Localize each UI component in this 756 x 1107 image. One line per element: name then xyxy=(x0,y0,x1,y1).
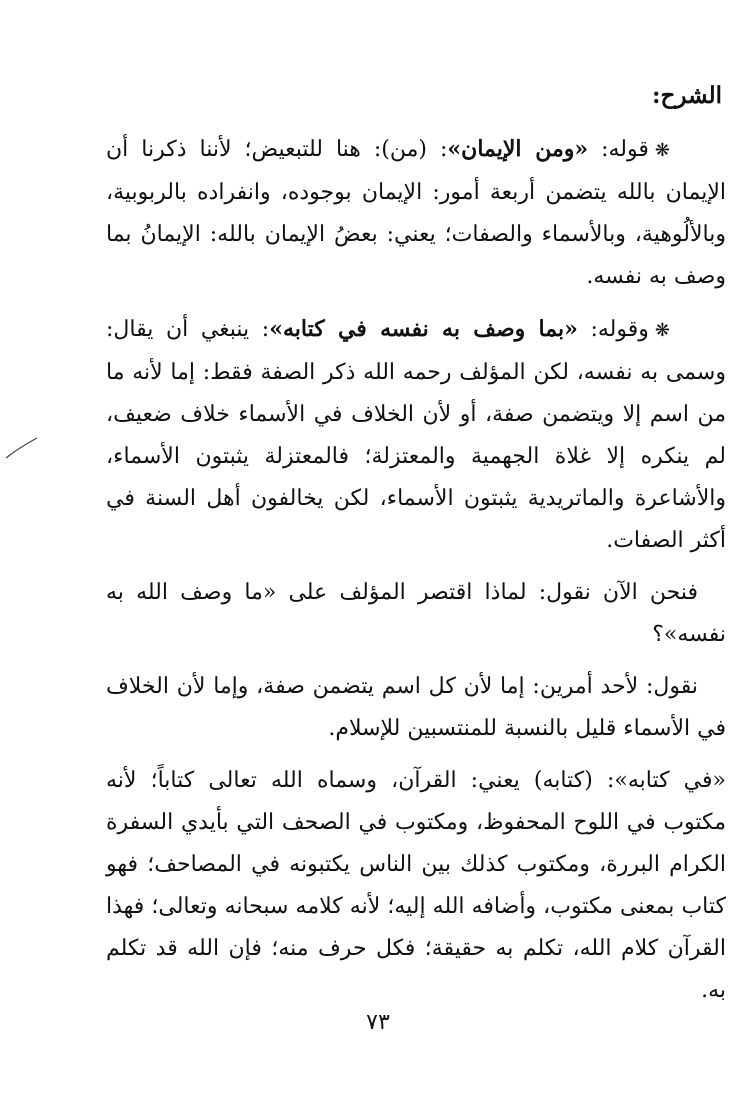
page-number: ٧٣ xyxy=(366,1010,390,1035)
paragraph-2-quote: «بما وصف به نفسه في كتابه» xyxy=(269,316,578,342)
commentary-text xyxy=(106,78,726,1022)
star-ornament-icon: ❋ xyxy=(654,320,670,341)
section-heading: الشرح: xyxy=(652,82,722,109)
paragraph-3: فنحن الآن نقول: لماذا اقتصر المؤلف على «ما وصف الله به نفسه»؟ xyxy=(106,580,726,647)
paragraph-1 xyxy=(106,128,726,298)
paragraph-2-body: : ينبغي أن يقال: وسمى به نفسه، لكن المؤلف رحمه الله ذكر الصفة فقط: إما لأنه ما من اسم إلا ويتضمن صفة، أو لأن الخلاف في الأسماء خلاف ضعيف، لم ينكره إلا غلاة الجهمية والمعتزلة؛ فالمعتزلة يثبتون الأسماء، والأشاعرة والماتريدية يثبتون الأسماء، لكن يخالفون أهل السنة في أكثر الصفات. xyxy=(106,317,726,553)
paragraph-2 xyxy=(106,308,726,562)
paragraph-4: نقول: لأحد أمرين: إما لأن كل اسم يتضمن صفة، وإما لأن الخلاف في الأسماء قليل بالنسبة للمنتسبين للإسلام. xyxy=(106,674,726,741)
paragraph-1-intro: قوله: xyxy=(588,137,649,162)
paragraph-1-body: : (من): هنا للتبعيض؛ لأننا ذكرنا أن الإيمان بالله يتضمن أربعة أمور: الإيمان بوجوده، وانفراده بالربوبية، وبالألُوهية، وبالأسماء والصفات؛ يعني: بعضُ الإيمان بالله: الإيمانُ بما وصف به نفسه. xyxy=(106,137,726,289)
paragraph-5: «في كتابه»: (كتابه) يعني: القرآن، وسماه الله تعالى كتاباً؛ لأنه مكتوب في اللوح المحفوظ، ومكتوب في الصحف التي بأيدي السفرة الكرام البررة، ومكتوب كذلك بين الناس يكتبونه في المصاحف؛ فهو كتاب بمعنى مكتوب، وأضافه الله إليه؛ لأنه كلامه سبحانه وتعالى؛ فهذا القرآن كلام الله، تكلم به حقيقة؛ فكل حرف منه؛ فإن الله قد تكلم به. xyxy=(106,768,726,1003)
paragraph-2-intro: وقوله: xyxy=(577,317,649,342)
margin-pen-mark xyxy=(4,436,38,460)
star-ornament-icon: ❋ xyxy=(654,140,670,161)
paragraph-1-quote: «ومن الإيمان» xyxy=(447,136,589,162)
